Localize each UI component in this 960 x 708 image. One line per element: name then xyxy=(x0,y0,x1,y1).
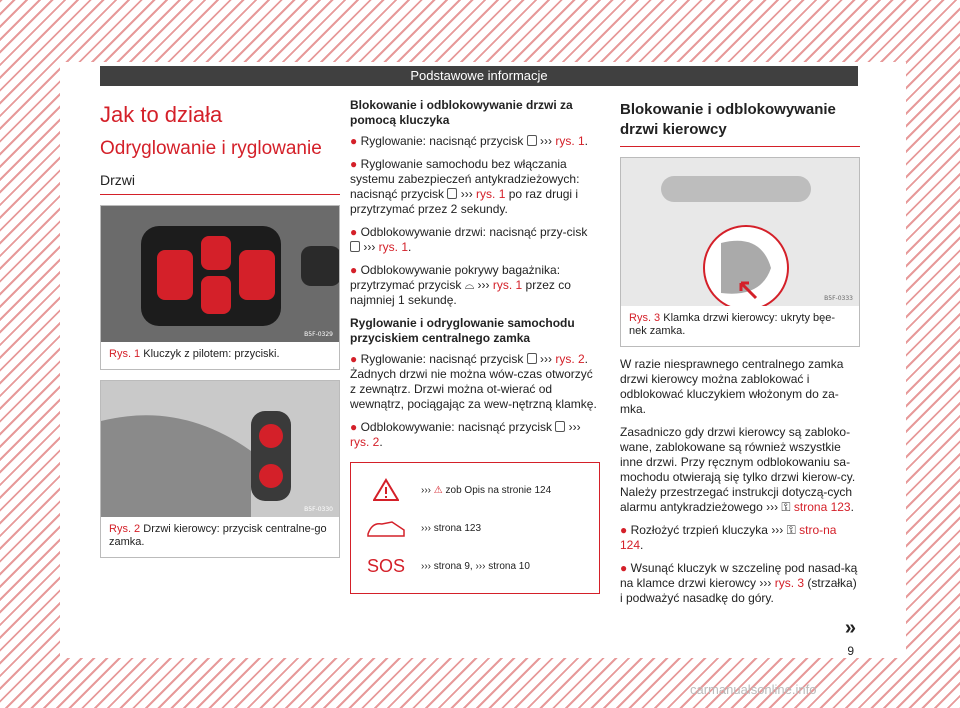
door-handle-illustration xyxy=(621,158,859,306)
sos-row: SOS ››› strona 9, ››› strona 10 xyxy=(361,547,589,585)
trunk-icon: ⌓ xyxy=(464,278,475,292)
divider xyxy=(100,194,340,195)
lock-icon xyxy=(527,353,537,364)
page-header: Podstawowe informacje xyxy=(100,66,858,86)
list-item: ● Rozłożyć trzpień kluczyka ››› ⚿ stro-na 124. xyxy=(620,523,837,552)
block-title: Blokowanie i odblokowywanie drzwi za pomocą kluczyka xyxy=(350,98,573,127)
section-title-right: Blokowanie i odblokowywanie drzwi kierowcy xyxy=(620,101,836,138)
sos-icon: SOS xyxy=(366,555,405,576)
unlock-icon xyxy=(555,421,565,432)
door-lock-illustration xyxy=(101,381,339,517)
key-fob-illustration xyxy=(101,206,339,342)
page xyxy=(60,62,906,658)
key-image xyxy=(101,206,339,342)
column-1 xyxy=(100,98,340,568)
list-item: ● Odblokowywanie: nacisnąć przycisk ››› rys. 2. xyxy=(350,420,581,449)
warning-icon xyxy=(373,478,399,502)
unlock-icon xyxy=(350,241,360,252)
figure-3 xyxy=(620,157,860,347)
paragraph: Zasadniczo gdy drzwi kierowcy są zabloko-wane, zablokowane są również wszystkie inne drzwi. Przy ręcznym odblokowaniu sa-mochodu otwierają się tylko drzwi kierow-cy. Należy przestrzegać instrukcji dotyczą-cych alarmu antykradzieżowego ››› ⚿ strona 123. xyxy=(620,425,856,514)
figure-code: B5F-0329 xyxy=(304,331,333,338)
column-2 xyxy=(350,98,600,594)
page-number: 9 xyxy=(847,644,854,658)
figure-2 xyxy=(100,380,340,558)
column-3 xyxy=(620,98,860,614)
figure-caption: Rys. 1 Kluczyk z pilotem: przyciski. xyxy=(109,348,280,360)
lock-icon xyxy=(527,135,537,146)
figure-caption: Rys. 3 Klamka drzwi kierowcy: ukryty bęe-nek zamka. xyxy=(629,312,836,337)
list-item: ● Wsunąć kluczyk w szczelinę pod nasad-ką na klamce drzwi kierowcy ››› rys. 3 (strzałka) i podważyć nasadkę do góry. xyxy=(620,561,858,605)
key-icon: ⚿ xyxy=(786,523,796,537)
car-environment-icon xyxy=(366,516,406,540)
divider xyxy=(620,146,860,147)
list-item: ● Odblokowywanie drzwi: nacisnąć przy-cisk ››› rys. 1. xyxy=(350,225,588,254)
warning-row: ››› ⚠ zob Opis na stronie 124 xyxy=(361,471,589,509)
environment-row: ››› strona 123 xyxy=(361,509,589,547)
subsection-title: Odryglowanie i ryglowanie xyxy=(100,138,322,159)
topic-title: Drzwi xyxy=(100,172,135,188)
figure-1 xyxy=(100,205,340,370)
list-item: ● Ryglowanie: nacisnąć przycisk ››› rys. 1. xyxy=(350,134,589,148)
handle-image xyxy=(621,158,859,306)
paragraph: W razie niesprawnego centralnego zamka drzwi kierowcy można zablokować i odblokować kluczykiem włożonym do za-mka. xyxy=(620,357,844,416)
list-item: ● Odblokowywanie pokrywy bagażnika: przytrzymać przycisk ⌓ ››› rys. 1 przez co najmniej 1 sekundę. xyxy=(350,263,571,307)
door-image xyxy=(101,381,339,517)
section-title: Jak to działa xyxy=(100,102,223,127)
figure-code: B5F-0333 xyxy=(824,295,853,302)
list-item: ● Ryglowanie: nacisnąć przycisk ››› rys. 2. Żadnych drzwi nie można wów-czas otworzyć z zewnątrz. Drzwi można ot-wierać od wewnątrz, pociągając za wew-nętrzną klamkę. xyxy=(350,352,597,411)
figure-code: B5F-0330 xyxy=(304,506,333,513)
figure-caption: Rys. 2 Drzwi kierowcy: przycisk centralne-go zamka. xyxy=(109,523,327,548)
block-title: Ryglowanie i odryglowanie samochodu przyciskiem centralnego zamka xyxy=(350,316,575,345)
lock-icon xyxy=(447,188,457,199)
continue-arrow: » xyxy=(844,617,856,639)
reference-box xyxy=(350,462,600,594)
key-icon: ⚿ xyxy=(781,500,791,514)
watermark: carmanualsonline.info xyxy=(690,682,817,697)
list-item: ● Ryglowanie samochodu bez włączania systemu zabezpieczeń antykradzieżowych: nacisnąć przycisk ››› rys. 1 po raz drugi i przytrzymać przez 2 sekundy. xyxy=(350,157,580,216)
